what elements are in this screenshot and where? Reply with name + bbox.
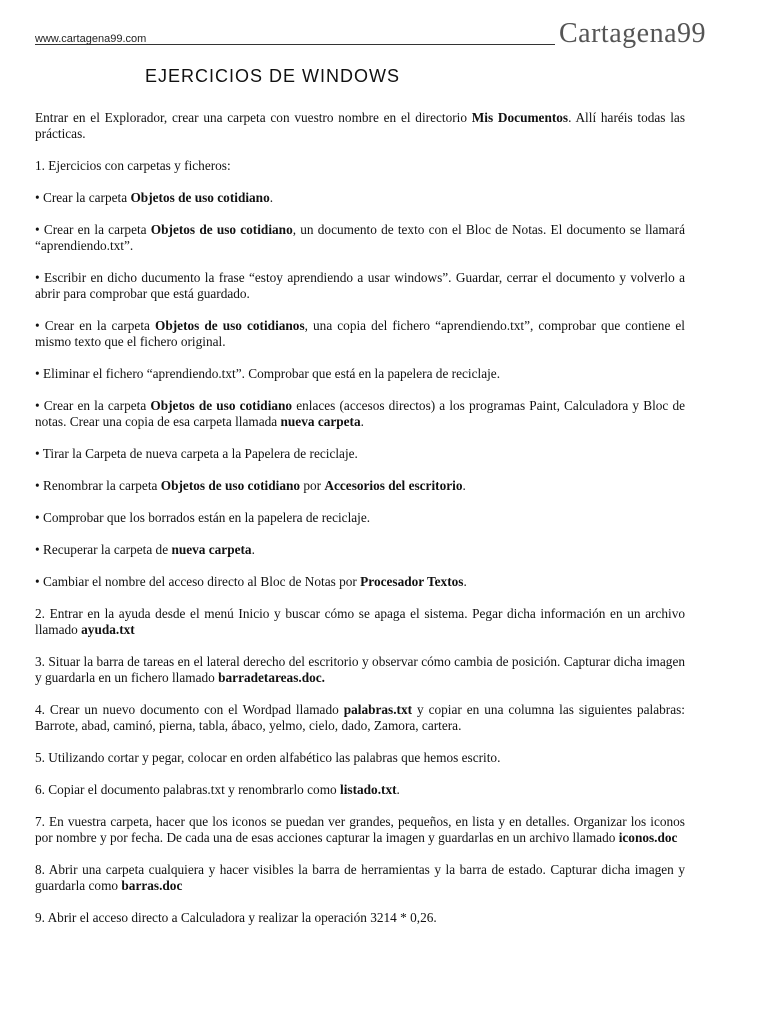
numbered-item: 7. En vuestra carpeta, hacer que los iconos se puedan ver grandes, pequeños, en lista y en detalles. Organizar los iconos por nombre y por fecha. De cada una de esas acciones capturar la imagen y guardarlas en un archivo llamado iconos.doc <box>35 814 685 845</box>
numbered-item: 9. Abrir el acceso directo a Calculadora y realizar la operación 3214 * 0,26. <box>35 910 437 925</box>
bullet-item: • Escribir en dicho ducumento la frase “estoy aprendiendo a usar windows”. Guardar, cerrar el documento y volverlo a abrir para comprobar que está guardado. <box>35 270 685 301</box>
section-heading: 1. Ejercicios con carpetas y ficheros: <box>35 158 231 173</box>
bullet-item: • Comprobar que los borrados están en la papelera de reciclaje. <box>35 510 371 525</box>
page-header <box>0 0 768 60</box>
document-body <box>35 110 685 942</box>
numbered-item: 3. Situar la barra de tareas en el lateral derecho del escritorio y observar cómo cambia de posición. Capturar dicha imagen y guardarla en un fichero llamado barradetareas.doc. <box>35 654 685 685</box>
bullet-item: • Recuperar la carpeta de nueva carpeta. <box>35 542 255 557</box>
bullet-item: • Crear en la carpeta Objetos de uso cotidianos, una copia del fichero “aprendiendo.txt”, comprobar que contiene el mismo texto que el fichero original. <box>35 318 685 349</box>
bullet-item: • Renombrar la carpeta Objetos de uso cotidiano por Accesorios del escritorio. <box>35 478 466 493</box>
page-title: EJERCICIOS DE WINDOWS <box>145 66 401 86</box>
bullet-item: • Crear la carpeta Objetos de uso cotidiano. <box>35 190 274 205</box>
intro-paragraph: Entrar en el Explorador, crear una carpeta con vuestro nombre en el directorio Mis Documentos. Allí haréis todas las prácticas. <box>35 110 685 141</box>
numbered-item: 4. Crear un nuevo documento con el Wordpad llamado palabras.txt y copiar en una columna las siguientes palabras: Barrote, abad, caminó, pierna, tabla, ábaco, yelmo, cielo, dado, Zamora, cartera. <box>35 702 686 733</box>
numbered-item: 8. Abrir una carpeta cualquiera y hacer visibles la barra de herramientas y la barra de estado. Capturar dicha imagen y guardarla como barras.doc <box>35 862 685 893</box>
numbered-item: 5. Utilizando cortar y pegar, colocar en orden alfabético las palabras que hemos escrito. <box>35 750 501 765</box>
bullet-item: • Crear en la carpeta Objetos de uso cotidiano enlaces (accesos directos) a los programas Paint, Calculadora y Bloc de notas. Crear una copia de esa carpeta llamada nueva carpeta. <box>35 398 685 429</box>
brand-logo: Cartagena99 <box>555 18 710 50</box>
numbered-item: 6. Copiar el documento palabras.txt y renombrarlo como listado.txt. <box>35 782 400 797</box>
site-url[interactable]: www.cartagena99.com <box>35 33 147 45</box>
numbered-item: 2. Entrar en la ayuda desde el menú Inicio y buscar cómo se apaga el sistema. Pegar dicha información en un archivo llamado ayuda.txt <box>35 606 685 637</box>
bullet-item: • Cambiar el nombre del acceso directo al Bloc de Notas por Procesador Textos. <box>35 574 467 589</box>
bullet-item: • Crear en la carpeta Objetos de uso cotidiano, un documento de texto con el Bloc de Notas. El documento se llamará “aprendiendo.txt”. <box>35 222 685 253</box>
bullet-item: • Eliminar el fichero “aprendiendo.txt”. Comprobar que está en la papelera de reciclaje. <box>35 366 501 381</box>
bullet-item: • Tirar la Carpeta de nueva carpeta a la Papelera de reciclaje. <box>35 446 358 461</box>
